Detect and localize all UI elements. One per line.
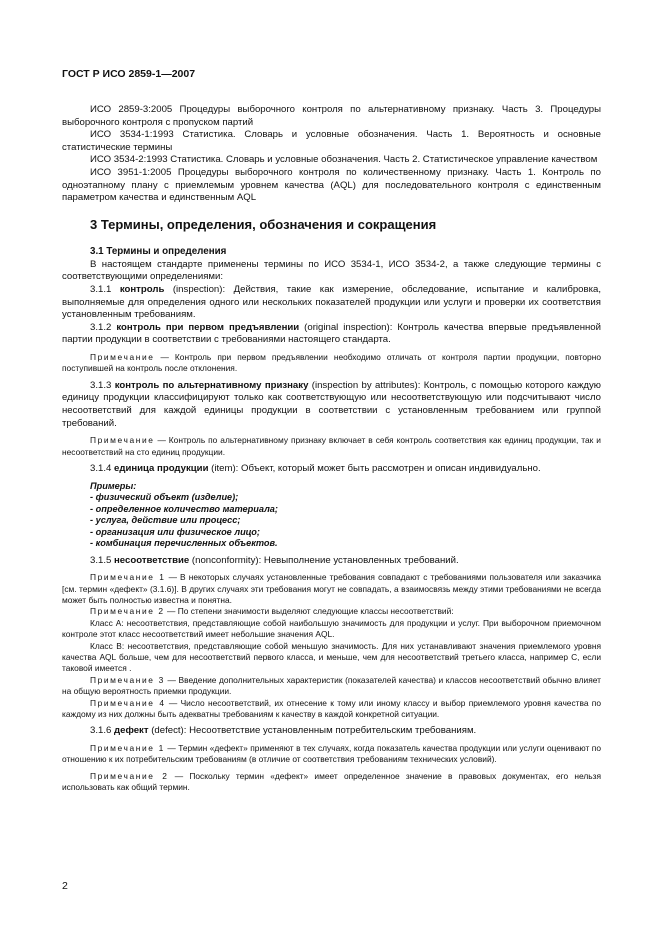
term-3-1-6: 3.1.6 дефект (defect): Несоответствие установленным потребительским требованиям. (90, 725, 477, 737)
term-name: дефект (114, 725, 149, 737)
note-4: Примечание 4 — Число несоответствий, их отнесение к тому или иному классу и выбор приемлемого уровня качества по каждому из них должны быть адекватны требованиям к качеству в каждой конкретной ситуации. (62, 697, 601, 719)
class-a-text: Класс А: несоответствия, представляющие собой наибольшую значимость для продукции и услуг. При выборочном приемочном контроле этот класс несоответствий имеет небольшие значения AQL. (62, 617, 601, 640)
class-b-text: Класс В: несоответствия, представляющие собой меньшую значимость. Для них устанавливают значения приемлемого уровня качества AQL больше, чем для несоответствий первого класса, и меньше, чем для несоответствий третьего класса, например С, если таковой имеется . (62, 640, 601, 674)
document-header: ГОСТ Р ИСО 2859-1—2007 (62, 68, 196, 80)
term-3-1-4: 3.1.4 единица продукции (item): Объект, который может быть рассмотрен и описан индивидуально. (90, 462, 541, 474)
term-name: несоответствие (114, 554, 190, 566)
term-name: единица продукции (114, 462, 209, 474)
example-item: - организация или физическое лицо; (90, 526, 260, 537)
note-2: Примечание 2 — Поскольку термин «дефект» имеет определенное значение в правовых документах, его нельзя использовать как общий термин. (62, 770, 601, 793)
reference-item: ИСО 3534-2:1993 Статистика. Словарь и условные обозначения. Часть 2. Статистическое управление качеством (90, 154, 598, 166)
reference-item: ИСО 3534-1:1993 Статистика. Словарь и условные обозначения. Часть 1. Вероятность и основные статистические термины (62, 129, 601, 153)
normative-references (62, 104, 601, 205)
term-name: контроль при первом предъявлении (116, 321, 300, 333)
term-3-1-1: 3.1.1 контроль (inspection): Действия, такие как измерение, обследование, испытание и калибровка, выполняемые для определения одного или нескольких показателей продукции или услуги и проверки их соответствия установленным требованиям. (62, 283, 601, 321)
note: Примечание — Контроль при первом предъявлении необходимо отличать от контроля партии продукции, повторно поступившей на контроль после отклонения. (62, 351, 601, 374)
note-2: Примечание 2 — По степени значимости выделяют следующие классы несоответствий: (90, 606, 454, 617)
term-3-1-5: 3.1.5 несоответствие (nonconformity): Невыполнение установленных требований. (90, 554, 459, 566)
section-heading: 3 Термины, определения, обозначения и сокращения (90, 216, 437, 232)
note-1: Примечание 1 — В некоторых случаях установленные требования совпадают с требованиями пользователя или заказчика [см. термин «дефект» (3.1.6)]. В других случаях эти требования могут не совпадать, а взаимосвязь между этими требованиями не всегда может быть полностью известна и понятна. (62, 572, 601, 605)
note-1: Примечание 1 — Термин «дефект» применяют в тех случаях, когда показатель качества продукции или услуги оценивают по отношению к их потребительским требованиям (в отличие от соответствия требованиям технических условий). (62, 742, 601, 765)
example-item: - комбинация перечисленных объектов. (90, 538, 278, 548)
note-3: Примечание 3 — Введение дополнительных характеристик (показателей качества) и классов несоответствий обычно влияет на общую вероятность приемки продукции. (62, 674, 601, 697)
note: Примечание — Контроль по альтернативному признаку включает в себя контроль соответствия как единиц продукции, так и несоответствий на сто единиц продукции. (62, 435, 601, 457)
term-3-1-2: 3.1.2 контроль при первом предъявлении (original inspection): Контроль качества впервые предъявленной партии продукции в соответствии с требованиями настоящего стандарта. (62, 321, 602, 346)
example-item: - услуга, действие или процесс; (90, 515, 241, 525)
reference-item: ИСО 3951-1:2005 Процедуры выборочного контроля по количественному признаку. Часть 1. Контроль по одноэтапному плану с приемлемым уровнем качества (AQL) для последовательного контроля с единственным параметром качества и единственным AQL (62, 166, 601, 204)
term-3-1-3: 3.1.3 контроль по альтернативному признаку (inspection by attributes): Контроль, с помощью которого каждую единицу продукции классифицируют только как соответствующую или несоответствующую или подсчитывают число несоответствий для каждой единицы продукции в соответствии с установленным требованием или группой требований. (62, 379, 601, 429)
page-number: 2 (62, 880, 68, 892)
subsection-heading: 3.1 Термины и определения (90, 245, 227, 257)
example-item: - определенное количество материала; (90, 503, 278, 514)
term-name: контроль (119, 283, 165, 295)
term-name: контроль по альтернативному признаку (114, 379, 309, 391)
examples-title: Примеры: (90, 480, 137, 491)
reference-item: ИСО 2859-3:2005 Процедуры выборочного контроля по альтернативному признаку. Часть 3. Процедуры выборочного контроля с пропуском партий (62, 104, 601, 128)
intro-paragraph: В настоящем стандарте применены термины по ИСО 3534-1, ИСО 3534-2, а также следующие термины с соответствующими определениями: (62, 258, 601, 283)
example-item: - физический объект (изделие); (90, 492, 239, 502)
